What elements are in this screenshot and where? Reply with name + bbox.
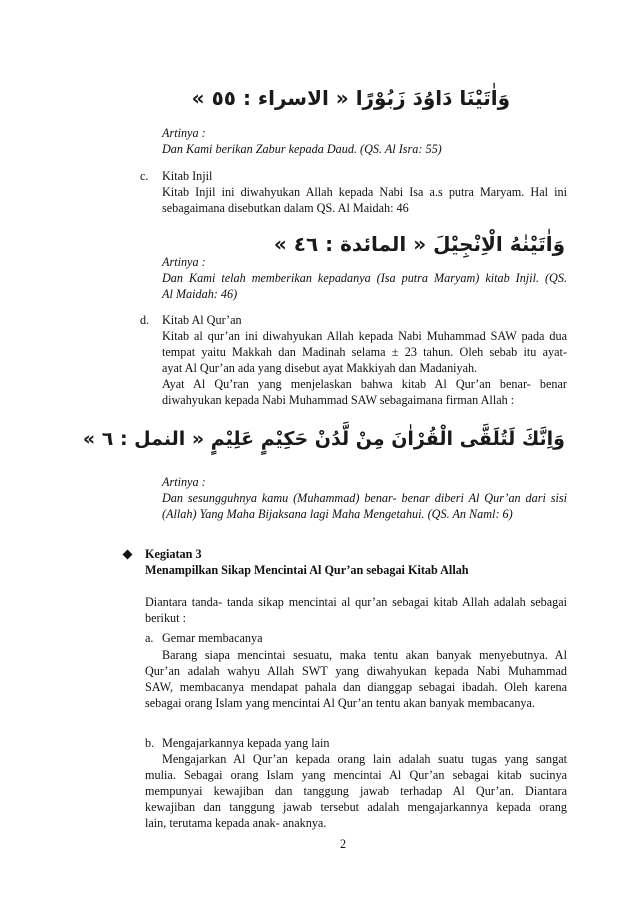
section-d-line-5: diwahyukan kepada Nabi Muhammad SAW sebagaimana firman Allah : [162, 393, 515, 407]
item-a-title: Gemar membacanya [162, 631, 263, 645]
list-marker-b: b. [145, 736, 155, 750]
page-number: 2 [340, 837, 347, 851]
artinya-label: Artinya : [162, 255, 206, 269]
translation-maidah-line-1: Dan Kami telah memberikan kepadanya (Isa putra Maryam) kitab Injil. (QS. [162, 271, 567, 285]
list-marker-d: d. [140, 313, 150, 327]
item-b-line-5: lain, terutama kepada anak- anaknya. [145, 816, 327, 830]
section-d-line-2: tempat yaitu Makkah dan Madinah selama ± 23 tahun. Oleh sebab itu ayat- [162, 345, 567, 359]
section-c-line-1: Kitab Injil ini diwahyukan Allah kepada Nabi Isa a.s putra Maryam. Hal ini [162, 185, 567, 199]
item-b-line-3: mempunyai kewajiban dan tanggung jawab terhadap Al Qur’an. Diantara [145, 784, 567, 798]
item-a-line-3: SAW, membacanya mendapat pahala dan dianggap sebagai ibadah. Oleh karena [145, 680, 567, 694]
item-b-line-2: mulia. Sebagai orang Islam yang mencintai Al Qur’an sebagai kitab sucinya [145, 768, 567, 782]
item-b-line-1: Mengajarkan Al Qur’an kepada orang lain adalah suatu tugas yang sangat [162, 752, 567, 766]
section-c-line-2: sebagaimana disebutkan dalam QS. Al Maidah: 46 [162, 201, 409, 215]
kegiatan-intro-line-1: Diantara tanda- tanda sikap mencintai al qur’an sebagai kitab Allah adalah sebagai [145, 595, 567, 609]
list-marker-c: c. [140, 169, 149, 183]
item-b-title: Mengajarkannya kepada yang lain [162, 736, 330, 750]
kegiatan-subtitle: Menampilkan Sikap Mencintai Al Qur’an sebagai Kitab Allah [145, 563, 469, 577]
item-a-line-4: sebagai orang Islam yang mencintai Al Qur’an tentu akan banyak membacanya. [145, 696, 535, 710]
section-d-line-4: Ayat Al Qu’ran yang menjelaskan bahwa kitab Al Qur’an benar- benar [162, 377, 567, 391]
arabic-verse-maidah: وَاٰتَيْنٰهُ الْاِنْجِيْلَ « المائدة : ٤٦ » [273, 232, 565, 256]
translation-naml-line-1: Dan sesungguhnya kamu (Muhammad) benar- benar diberi Al Qur’an dari sisi [162, 491, 567, 505]
kegiatan-intro-line-2: berikut : [145, 611, 186, 625]
section-title-injil: Kitab Injil [162, 169, 213, 183]
list-marker-a: a. [145, 631, 154, 645]
diamond-bullet-icon [123, 550, 133, 560]
section-d-line-3: ayat Al Qur’an ada yang disebut ayat Makkiyah dan Madaniyah. [162, 361, 478, 375]
artinya-label: Artinya : [162, 126, 206, 140]
translation-isra: Dan Kami berikan Zabur kepada Daud. (QS. Al Isra: 55) [162, 142, 442, 156]
item-a-line-1: Barang siapa mencintai sesuatu, maka tentu akan banyak menyebutnya. Al [162, 648, 567, 662]
translation-maidah-line-2: Al Maidah: 46) [162, 287, 238, 301]
artinya-label: Artinya : [162, 475, 206, 489]
arabic-verse-naml: وَاِنَّكَ لَتُلَقَّى الْقُرْاٰنَ مِنْ لَّدُنْ حَكِيْمٍ عَلِيْمٍ « النمل : ٦ » [82, 428, 565, 450]
arabic-verse-isra: وَاٰتَيْنَا دَاوُدَ زَبُوْرًا « الاسراء : ٥٥ » [191, 86, 510, 110]
section-title-quran: Kitab Al Qur’an [162, 313, 242, 327]
item-b-line-4: kewajiban dan tanggung jawab tersebut adalah mengajarkannya kepada orang [145, 800, 567, 814]
section-d-line-1: Kitab al qur’an ini diwahyukan Allah kepada Nabi Muhammad SAW pada dua [162, 329, 567, 343]
translation-naml-line-2: (Allah) Yang Maha Bijaksana lagi Maha Mengetahui. (QS. An Naml: 6) [162, 507, 513, 521]
item-a-line-2: Qur’an adalah wahyu Allah SWT yang diwahyukan kepada Nabi Muhammad [145, 664, 567, 678]
kegiatan-title: Kegiatan 3 [145, 547, 202, 561]
